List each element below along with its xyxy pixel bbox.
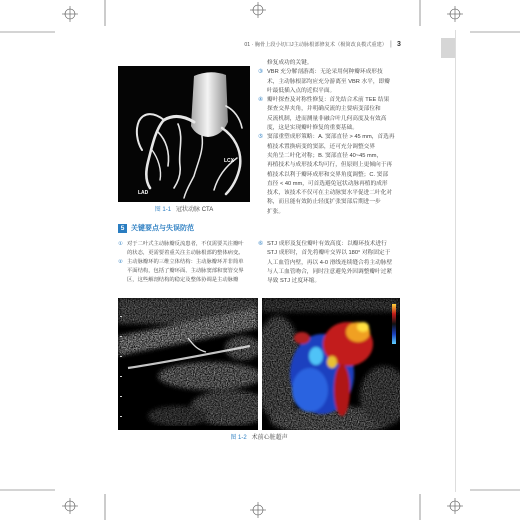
text-line: 主动脉瓣环的三维立体结构：主动脉瓣环并非简单 <box>127 259 244 265</box>
list-marker: ④ <box>258 97 264 104</box>
text-line: 称，而且能有效防止轻度扩张窦部后期进一步 <box>267 199 381 206</box>
text-line: 与人工血管吻合，同时注意避免外因调整瓣叶过紧 <box>267 268 393 275</box>
text-line: 平面结构，包括了瓣环面、主动脉窦部和窦管交界 <box>127 268 244 274</box>
figure-1-caption-text: 冠状动脉 CTA <box>176 207 214 213</box>
text-line: 反流机制，进而测量非融合叶几何高度及有效高 <box>267 115 387 122</box>
page-number: 3 <box>397 41 401 48</box>
figure-1-caption <box>118 206 250 215</box>
lcx-label: LCX <box>224 158 234 164</box>
text-line: 植技术置换病变的窦部，还可充分调整交界 <box>267 143 376 150</box>
section-title: 关键要点与失误防范 <box>131 225 194 232</box>
text-line: 植技术以利于瓣环成形和交界角度调整；C. 窦部 <box>267 171 389 178</box>
text-line: 窦部重塑成形策略：A. 窦部直径 > 45 mm，首选再 <box>267 134 395 141</box>
text-line: 术，主动脉根部均应充分游离至 VBR 水平，即瓣 <box>267 78 390 85</box>
text-line: 扩张。 <box>267 208 285 215</box>
chapter-tab <box>441 38 455 58</box>
figure-1-number: 图 1-1 <box>154 207 172 213</box>
running-title: 01 · 胸骨上段小切口J主动脉根部修复术（极简改良模式重建） <box>244 42 387 48</box>
text-line: VBR 充分解剖游离：无论采用何种瓣环成形技 <box>267 69 383 76</box>
list-marker: ③ <box>258 69 264 76</box>
text-line: 技术，该技术不仅可在主动脉窦水平促进二叶化对 <box>267 190 393 197</box>
list-item <box>118 258 250 285</box>
text-line: STJ 成形及复位瓣叶有效高度：以瓣环技术进行 <box>267 240 387 247</box>
doppler-color-scale <box>392 304 396 344</box>
crop-crosshair-bottom-right <box>447 498 463 514</box>
list-marker: ② <box>118 259 123 265</box>
echo-grayscale-image <box>118 298 258 430</box>
list-marker: ⑤ <box>258 134 264 141</box>
list-item <box>258 68 400 96</box>
list-marker: ⑥ <box>258 240 264 247</box>
left-column-list <box>118 240 250 285</box>
crop-crosshair-top-right <box>447 6 463 22</box>
coronary-cta-figure <box>118 66 250 202</box>
text-line: 叶最低插入点的近似平面。 <box>267 87 336 94</box>
text-line: 区，这些解剖结构的稳定及整体协调是主动脉瓣 <box>127 277 239 283</box>
crop-crosshair-bottom-left <box>62 498 78 514</box>
list-marker: ① <box>118 241 123 247</box>
text-line: 直径 < 40 mm，可首选避免冠状动脉再植的成形 <box>267 180 388 187</box>
text-line: 修复成功的关键。 <box>267 60 313 66</box>
crop-crosshair-top-center <box>250 2 266 18</box>
text-line: 导致 STJ 过度环缩。 <box>267 278 321 285</box>
list-item-continuation <box>258 59 400 68</box>
text-line: 夹角呈二叶化对称；B. 窦部直径 40~45 mm， <box>267 152 383 159</box>
text-line: 人工血管内壁，再以 4-0 滑线连续缝合将主动脉壁 <box>267 259 393 266</box>
header-separator: | <box>390 41 392 48</box>
text-line: STJ 成形时，首先将瓣叶交界以 180° 对称固定于 <box>267 250 391 257</box>
right-column-list <box>258 59 400 286</box>
figure-2-number: 图 1-2 <box>230 435 247 441</box>
text-line: 对于二叶式主动脉瓣反流患者，不仅需要关注瓣叶 <box>127 241 244 247</box>
list-item <box>118 240 250 258</box>
text-line: 度，这是实现瓣叶修复的重要基础。 <box>267 125 358 132</box>
list-item <box>258 96 400 133</box>
crop-crosshair-top-left <box>62 6 78 22</box>
text-line: 瓣叶探查及对称性修复：首先结合术前 TEE 结果 <box>267 97 390 104</box>
section-number-badge: 5 <box>118 224 127 233</box>
echo-color-doppler-image <box>262 298 400 430</box>
text-line: 再植技术与成形技术均可行，但原则上更倾向于再 <box>267 162 393 169</box>
list-item <box>258 133 400 217</box>
crop-crosshair-bottom-center <box>250 502 266 518</box>
figure-2-caption <box>118 434 400 443</box>
figure-2-caption-text: 术前心脏超声 <box>251 435 288 441</box>
lad-label: LAD <box>138 190 149 196</box>
page-edge <box>455 30 456 492</box>
text-line: 探查交界夹角，并明确反流的主要病变部位和 <box>267 106 381 113</box>
text-line: 的状态，更需要着重关注主动脉根部的整体病变。 <box>127 250 244 256</box>
list-item <box>258 240 400 286</box>
